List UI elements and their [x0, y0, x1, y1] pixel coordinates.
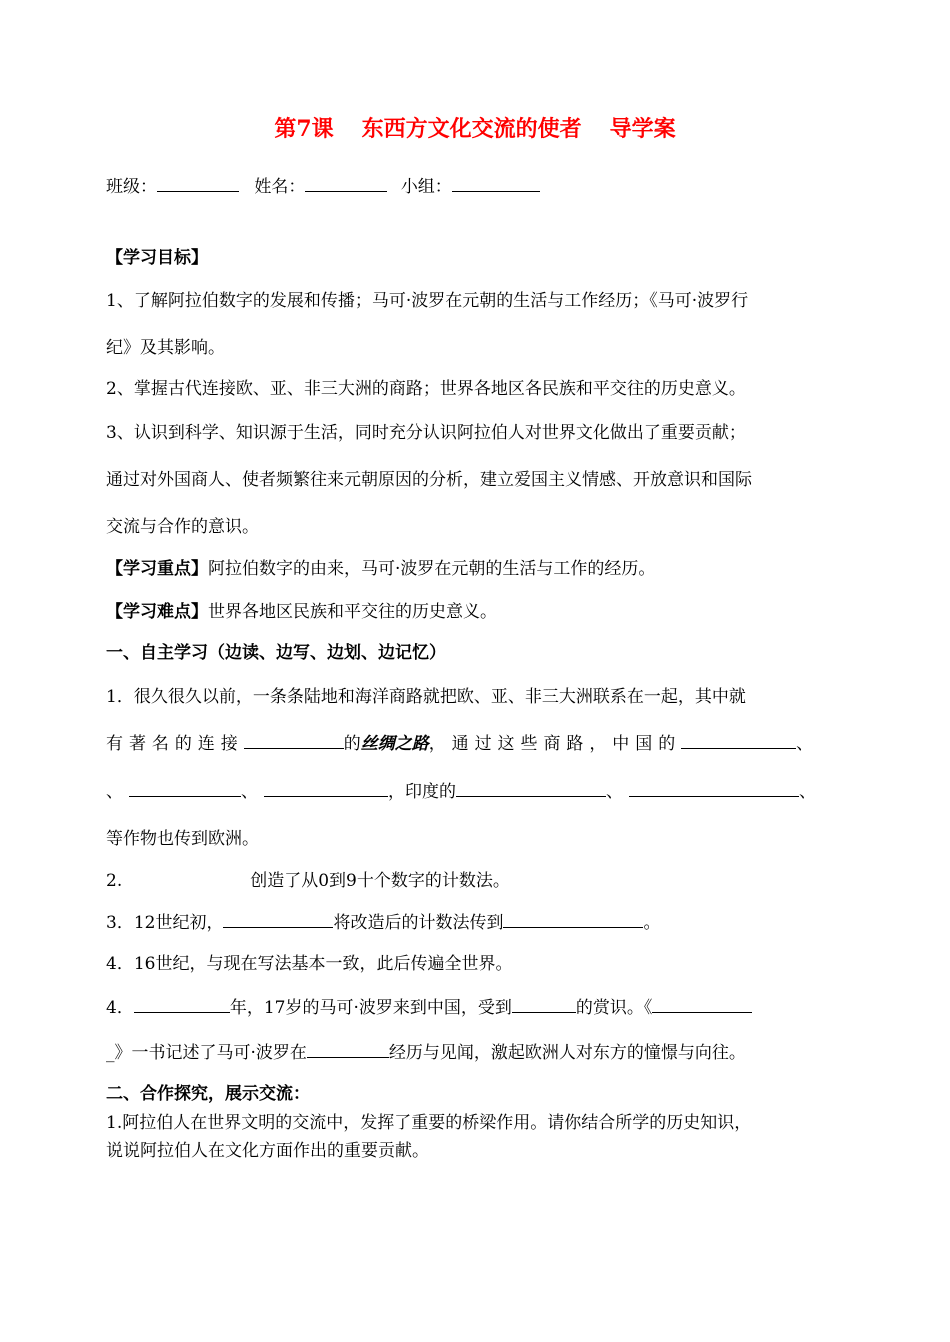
q4a-row: 4．16世纪，与现在写法基本一致，此后传遍全世界。	[106, 954, 513, 974]
q3-text-a: 3．12世纪初，	[106, 913, 224, 933]
q1-text-a: 有著名的连接	[106, 734, 244, 754]
q4c-text-b: 经历与见闻，激起欧洲人对东方的憧憬与向往。	[388, 1043, 746, 1063]
q1-sep-1: 、	[241, 782, 258, 802]
objective-3-line-2: 通过对外国商人、使者频繁往来元朝原因的分析，建立爱国主义情感、开放意识和国际	[106, 470, 752, 490]
q2-row	[106, 866, 510, 891]
q4c-text-a: _》一书记述了马可·波罗在	[106, 1043, 307, 1063]
q1-sep-2: 、	[606, 782, 623, 802]
q3-row	[106, 908, 660, 933]
q4c-row	[106, 1038, 746, 1063]
q1-line-4: 等作物也传到欧洲。	[106, 829, 259, 849]
q1-text-d: 、	[796, 734, 814, 754]
q4b-text-c: 的赏识。《	[575, 998, 653, 1018]
silk-road-term: 丝绸之路	[360, 734, 429, 754]
section-2-heading: 二、合作探究，展示交流：	[106, 1084, 310, 1104]
objective-3-line-3: 交流与合作的意识。	[106, 517, 259, 537]
objective-2: 2、掌握古代连接欧、亚、非三大洲的商路；世界各地区各民族和平交往的历史意义。	[106, 379, 746, 399]
objectives-heading: 【学习目标】	[106, 248, 208, 268]
objective-1-line-1: 1、了解阿拉伯数字的发展和传播；马可·波罗在元朝的生活与工作经历；《马可·波罗行	[106, 291, 749, 311]
q1-text-c: ，通过这些商路，中国的	[428, 734, 682, 754]
difficulty-label: 【学习难点】	[106, 602, 208, 622]
q1-text-b: 的	[343, 734, 361, 754]
class-label: 班级：	[106, 177, 157, 197]
group-label: 小组：	[400, 177, 452, 197]
group-field[interactable]	[452, 173, 540, 192]
q3-text-b: 将改造后的计数法传到	[333, 913, 504, 933]
q3-text-c: 。	[643, 913, 661, 933]
s2-q1-line-2: 说说阿拉伯人在文化方面作出的重要贡献。	[106, 1141, 429, 1161]
class-field[interactable]	[157, 173, 239, 192]
s2-q1-line-1: 1.阿拉伯人在世界文明的交流中，发挥了重要的桥梁作用。请你结合所学的历史知识，	[106, 1113, 752, 1133]
q1-line-2	[106, 729, 813, 754]
q1-sep-start: 、	[106, 782, 123, 802]
q1-blank-china-2[interactable]	[129, 778, 241, 797]
q1-line-3	[106, 777, 816, 802]
q4b-blank-book[interactable]	[652, 994, 752, 1013]
q1-sep-end: 、	[799, 782, 816, 802]
q3-blank-where[interactable]	[503, 909, 643, 928]
lesson-topic: 东西方文化交流的使者	[361, 116, 582, 142]
q2-text: 创造了从0到9十个数字的计数法。	[250, 871, 510, 891]
q1-blank-china-1[interactable]	[681, 730, 796, 749]
q1-blank-route[interactable]	[244, 730, 344, 749]
name-label: 姓名：	[254, 177, 306, 197]
q4b-row	[106, 993, 752, 1018]
q3-blank-who[interactable]	[223, 909, 333, 928]
worksheet-kind: 导学案	[609, 116, 676, 142]
q4c-blank-where[interactable]	[307, 1039, 389, 1058]
focus-text: 阿拉伯数字的由来，马可·波罗在元朝的生活与工作的经历。	[208, 559, 656, 579]
objective-1-line-2: 纪》及其影响。	[106, 338, 225, 358]
difficulty-row	[106, 597, 497, 622]
difficulty-text: 世界各地区民族和平交往的历史意义。	[208, 602, 497, 622]
objective-3-line-1: 3、认识到科学、知识源于生活，同时充分认识阿拉伯人对世界文化做出了重要贡献；	[106, 423, 746, 443]
page-title	[0, 112, 950, 143]
q1-india-text: ，印度的	[388, 782, 456, 802]
q1-blank-china-3[interactable]	[264, 778, 388, 797]
q1-line-1: 1．很久很久以前，一条条陆地和海洋商路就把欧、亚、非三大洲联系在一起，其中就	[106, 687, 746, 707]
focus-row	[106, 554, 655, 579]
name-field[interactable]	[305, 173, 387, 192]
q4b-blank-year[interactable]	[134, 994, 230, 1013]
q1-blank-india-2[interactable]	[629, 778, 799, 797]
q4b-text-a: 4．	[106, 998, 134, 1018]
section-1-heading: 一、自主学习（边读、边写、边划、边记忆）	[106, 643, 446, 663]
student-info-row	[106, 172, 540, 197]
q4b-blank-person[interactable]	[512, 994, 576, 1013]
q1-blank-india-1[interactable]	[456, 778, 606, 797]
q4b-text-b: 年，17岁的马可·波罗来到中国，受到	[229, 998, 512, 1018]
lesson-number: 第7课	[274, 116, 334, 142]
focus-label: 【学习重点】	[106, 559, 208, 579]
q2-number: 2.	[106, 871, 123, 891]
